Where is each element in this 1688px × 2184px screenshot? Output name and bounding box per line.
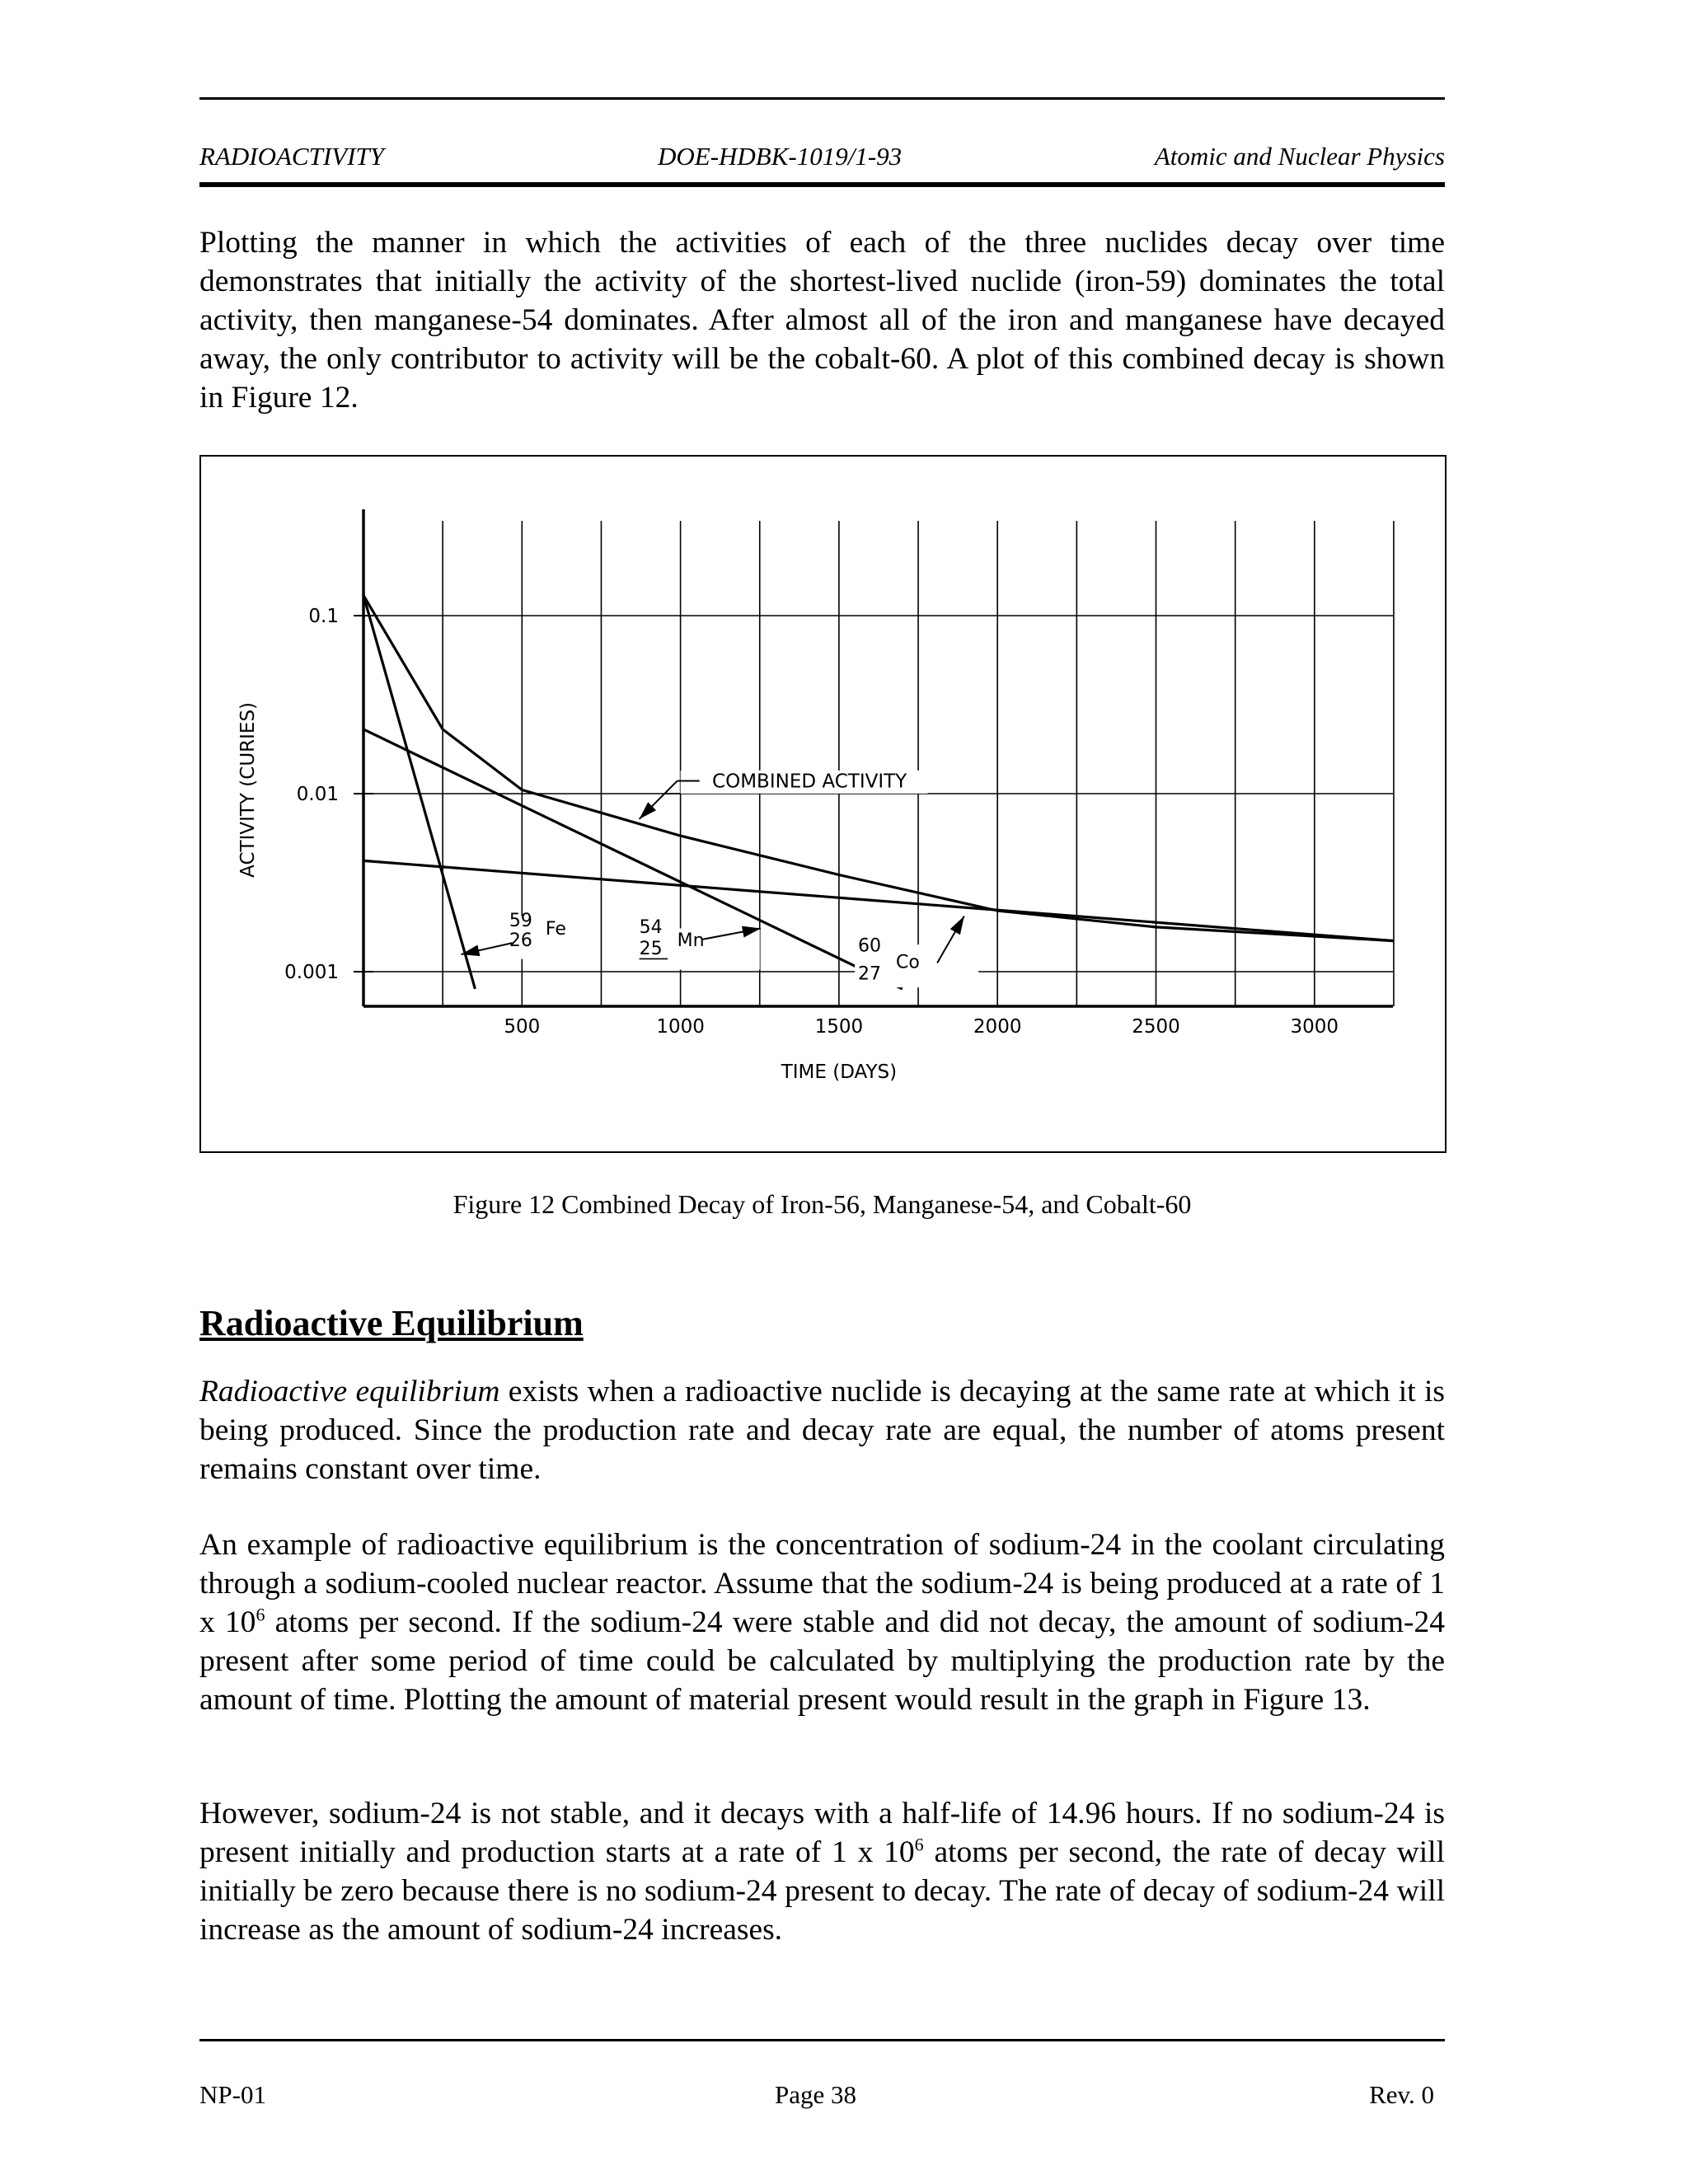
combined-activity-label: COMBINED ACTIVITY: [712, 771, 907, 793]
section-heading: Radioactive Equilibrium: [199, 1303, 584, 1343]
x-tick-label: 3000: [1290, 1016, 1339, 1038]
x-tick-label: 500: [504, 1016, 541, 1038]
header-right: Atomic and Nuclear Physics: [1154, 142, 1445, 171]
footer-right: Rev. 0: [1369, 2080, 1434, 2109]
header-bottom-rule: [199, 182, 1445, 187]
footer-left: NP-01: [199, 2080, 266, 2109]
equilibrium-term: Radioactive equilibrium: [199, 1375, 500, 1408]
header-left: RADIOACTIVITY: [199, 142, 384, 171]
example-text-a: An example of radioactive equilibrium is the concentration of sodium-24 in the coolant circulating through a sodium-cooled nuclear reactor. Assume that the sodium-24 is being produced at a rate of 1 x 10: [199, 1528, 1445, 1639]
equilibrium-paragraph: [199, 1372, 1445, 1488]
intro-paragraph: Plotting the manner in which the activities of each of the three nuclides decay over time demonstrates that initially the activity of the shortest-lived nuclide (iron-59) dominates the total activity, then manganese-54 dominates. After almost all of the iron and manganese have decayed away, the only contributor to activity will be the cobalt-60. A plot of this combined decay is shown in Figure 12.: [199, 226, 1445, 415]
chart-axes: [237, 509, 1393, 1083]
x-tick-label: 1500: [814, 1016, 864, 1038]
mn-mass-number: 54: [639, 917, 663, 939]
however-exponent: 6: [914, 1834, 924, 1855]
x-tick-label: 2500: [1132, 1016, 1180, 1038]
mn-atomic-number: 25: [639, 939, 663, 960]
series-fe59-line: [363, 595, 475, 989]
equilibrium-text: exists when a radioactive nuclide is decaying at the same rate at which it is being produced. Since the production rate and decay rate are equal, the number of atoms present remains constant over time.: [199, 1375, 1446, 1486]
fe-symbol: Fe: [545, 918, 566, 940]
co-atomic-number: 27: [857, 963, 881, 985]
co-symbol: Co: [895, 952, 920, 973]
header-center: DOE-HDBK-1019/1-93: [658, 142, 903, 171]
y-tick-label: 0.01: [296, 784, 339, 805]
however-paragraph: [199, 1794, 1445, 1949]
chart-labels: [461, 771, 978, 987]
mn-symbol: Mn: [677, 930, 705, 952]
example-paragraph: [199, 1526, 1445, 1719]
however-text-a: However, sodium-24 is not stable, and it decays with a half-life of 14.96 hours. If no sodium-24 is present initially and production starts at a rate of 1 x 10: [199, 1797, 1445, 1869]
series-mn54-line: [363, 729, 903, 989]
footer-page: Page 38: [775, 2080, 857, 2109]
y-axis-title: ACTIVITY (CURIES): [237, 701, 259, 878]
example-text-b: atoms per second. If the sodium-24 were stable and did not decay, the amount of sodium-24 present after some period of time could be calculated by multiplying the production rate by the amount of time. Plotting the amount of material present would result in the graph in Figure 13.: [199, 1605, 1446, 1717]
figure-12-frame: [199, 455, 1447, 1153]
x-tick-label: 1000: [656, 1016, 705, 1038]
fe-mass-number: 59: [509, 910, 532, 931]
x-tick-label: 2000: [973, 1016, 1022, 1038]
fe-atomic-number: 26: [509, 930, 532, 951]
co-arrow-head: [950, 916, 964, 935]
series-combined-line: [363, 595, 1394, 940]
y-tick-label: 0.1: [308, 606, 339, 627]
figure-caption: Figure 12 Combined Decay of Iron-56, Manganese-54, and Cobalt-60: [452, 1189, 1192, 1219]
y-tick-label: 0.001: [284, 962, 339, 983]
co-mass-number: 60: [857, 935, 881, 957]
footer-rule: [199, 2039, 1445, 2041]
header-top-rule: [199, 97, 1445, 100]
x-axis-title: TIME (DAYS): [781, 1062, 898, 1083]
however-text-b: atoms per second, the rate of decay will initially be zero because there is no sodium-24 present to decay. The rate of decay of sodium-24 will increase as the amount of sodium-24 increases.: [199, 1835, 1446, 1947]
decay-chart: [201, 457, 1445, 1151]
example-exponent: 6: [256, 1604, 265, 1625]
